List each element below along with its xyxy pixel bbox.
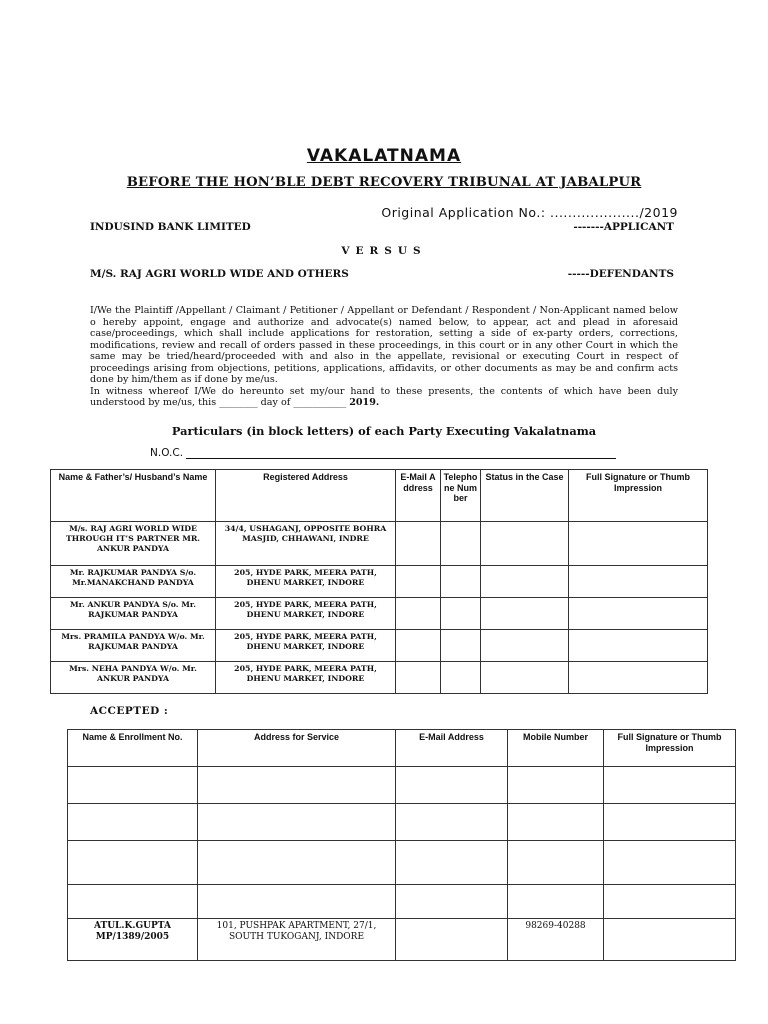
table-row	[68, 767, 736, 804]
signature-cell	[569, 630, 708, 662]
status-cell	[481, 598, 569, 630]
header-address: Registered Address	[216, 470, 396, 522]
empty-cell	[198, 804, 396, 841]
header-mobile: Mobile Number	[508, 730, 604, 767]
party-name: Mr. RAJKUMAR PANDYA S/o. Mr.MANAKCHAND PANDYA	[51, 566, 216, 598]
empty-cell	[198, 767, 396, 804]
header-status: Status in the Case	[481, 470, 569, 522]
header-signature: Full Signature or Thumb Impression	[569, 470, 708, 522]
empty-cell	[396, 767, 508, 804]
status-cell	[481, 566, 569, 598]
defendant-name: M/S. RAJ AGRI WORLD WIDE AND OTHERS	[90, 268, 349, 280]
advocate-enrollment: MP/1389/2005	[95, 932, 170, 942]
defendant-role: -----DEFENDANTS	[567, 268, 674, 280]
table-row	[51, 662, 708, 694]
empty-cell	[396, 885, 508, 919]
applicant-name: INDUSIND BANK LIMITED	[90, 221, 251, 233]
table-row	[68, 804, 736, 841]
authorization-text	[90, 305, 678, 409]
header-name-enrollment: Name & Enrollment No.	[68, 730, 198, 767]
advocate-table-header	[68, 730, 736, 767]
table-row	[68, 919, 736, 961]
empty-cell	[508, 885, 604, 919]
party-name: M/s. RAJ AGRI WORLD WIDE THROUGH IT’S PARTNER MR. ANKUR PANDYA	[51, 522, 216, 566]
email-cell	[396, 566, 441, 598]
table-row	[68, 841, 736, 885]
empty-cell	[604, 841, 736, 885]
telephone-cell	[441, 566, 481, 598]
advocate-name-enrollment	[68, 919, 198, 961]
advocate-email	[396, 919, 508, 961]
signature-cell	[569, 566, 708, 598]
advocate-mobile: 98269-40288	[508, 919, 604, 961]
party-table-header	[51, 470, 708, 522]
witness-paragraph	[90, 386, 678, 409]
party-address: 34/4, USHAGANJ, OPPOSITE BOHRA MASJID, CHHAWANI, INDRE	[216, 522, 396, 566]
header-telephone: Telephone Number	[441, 470, 481, 522]
tribunal-heading: BEFORE THE HON’BLE DEBT RECOVERY TRIBUNAL AT JABALPUR	[126, 175, 642, 190]
advocate-signature	[604, 919, 736, 961]
table-row	[51, 630, 708, 662]
telephone-cell	[441, 522, 481, 566]
signature-cell	[569, 522, 708, 566]
year-text: 2019.	[349, 397, 380, 408]
table-row	[51, 522, 708, 566]
noc-signature-line	[186, 458, 616, 459]
empty-cell	[198, 885, 396, 919]
email-cell	[396, 662, 441, 694]
advocate-table	[67, 729, 736, 961]
empty-cell	[68, 885, 198, 919]
empty-cell	[68, 767, 198, 804]
email-cell	[396, 598, 441, 630]
empty-cell	[198, 841, 396, 885]
party-table	[50, 469, 708, 694]
noc-label: N.O.C.	[150, 447, 184, 459]
day-blank: ________	[219, 397, 258, 408]
party-name: Mr. ANKUR PANDYA S/o. Mr. RAJKUMAR PANDYA	[51, 598, 216, 630]
party-address: 205, HYDE PARK, MEERA PATH, DHENU MARKET, INDORE	[216, 566, 396, 598]
empty-cell	[604, 804, 736, 841]
authorization-paragraph: I/We the Plaintiff /Appellant / Claimant / Petitioner / Appellant or Defendant / Respondent / Non-Applicant named below o hereby appoint, engage and authorize and advocate(s) named below, to appear, act and plead in aforesaid case/proceedings, which shall include applications for restoration, setting a side of ex-party orders, corrections, modifications, review and recall of orders passed in these proceedings, in this court or in any other Court in which the same may be tried/heard/proceeded with and also in the appellate, revisional or executing Court in respect of proceedings arising from objections, petitions, applications, affidavits, or other documents as may be and confirm acts done by him/them as if done by me/us.	[90, 305, 678, 385]
status-cell	[481, 662, 569, 694]
empty-cell	[508, 841, 604, 885]
applicant-role: -------APPLICANT	[573, 221, 674, 233]
day-of-text: day of	[260, 397, 291, 408]
empty-cell	[508, 767, 604, 804]
empty-cell	[604, 885, 736, 919]
party-address: 205, HYDE PARK, MEERA PATH, DHENU MARKET, INDORE	[216, 662, 396, 694]
table-row	[51, 566, 708, 598]
accepted-label: ACCEPTED :	[90, 705, 169, 717]
versus-label: VERSUS	[341, 245, 427, 257]
party-address: 205, HYDE PARK, MEERA PATH, DHENU MARKET, INDORE	[216, 630, 396, 662]
party-name: Mrs. PRAMILA PANDYA W/o. Mr. RAJKUMAR PANDYA	[51, 630, 216, 662]
empty-cell	[68, 804, 198, 841]
signature-cell	[569, 598, 708, 630]
header-signature: Full Signature or Thumb Impression	[604, 730, 736, 767]
month-blank: ___________	[293, 397, 347, 408]
empty-cell	[396, 841, 508, 885]
header-service-address: Address for Service	[198, 730, 396, 767]
advocate-address: 101, PUSHPAK APARTMENT, 27/1, SOUTH TUKOGANJ, INDORE	[198, 919, 396, 961]
telephone-cell	[441, 598, 481, 630]
status-cell	[481, 522, 569, 566]
header-email: E-Mail Address	[396, 730, 508, 767]
empty-cell	[508, 804, 604, 841]
email-cell	[396, 522, 441, 566]
witness-text: In witness whereof I/We do hereunto set my/our hand to these presents, the contents of which have been duly understood by me/us, this	[90, 385, 678, 408]
empty-cell	[396, 804, 508, 841]
empty-cell	[68, 841, 198, 885]
header-name: Name & Father’s/ Husband’s Name	[51, 470, 216, 522]
table-row	[68, 885, 736, 919]
telephone-cell	[441, 662, 481, 694]
table-row	[51, 598, 708, 630]
signature-cell	[569, 662, 708, 694]
empty-cell	[604, 767, 736, 804]
original-application-number: Original Application No.: ..................../2019	[381, 205, 678, 220]
advocate-name: ATUL.K.GUPTA	[94, 921, 171, 931]
status-cell	[481, 630, 569, 662]
party-address: 205, HYDE PARK, MEERA PATH, DHENU MARKET, INDORE	[216, 598, 396, 630]
document-title: VAKALATNAMA	[306, 146, 462, 166]
header-email: E-Mail Address	[396, 470, 441, 522]
telephone-cell	[441, 630, 481, 662]
particulars-heading: Particulars (in block letters) of each Party Executing Vakalatnama	[171, 424, 597, 438]
email-cell	[396, 630, 441, 662]
party-name: Mrs. NEHA PANDYA W/o. Mr. ANKUR PANDYA	[51, 662, 216, 694]
